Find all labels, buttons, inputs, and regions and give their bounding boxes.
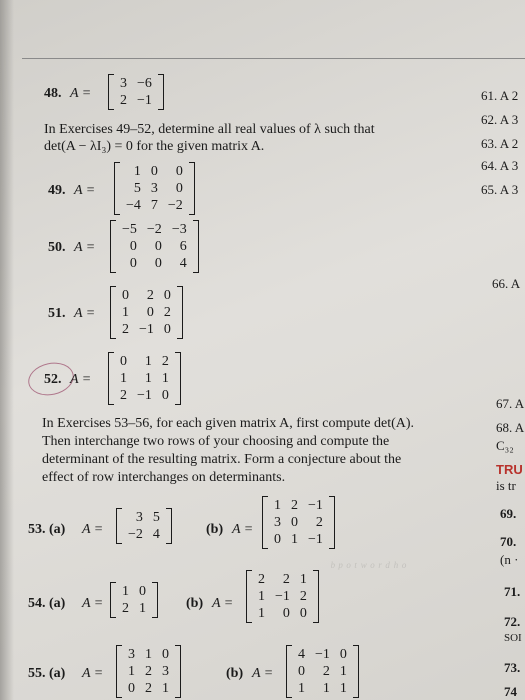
bracket-left xyxy=(246,570,252,623)
matrix-row xyxy=(269,497,328,514)
bracket-right xyxy=(193,220,199,273)
matrix-entry: 1 xyxy=(161,371,169,386)
answer-69: 69. xyxy=(500,506,517,521)
matrix-entry: 5 xyxy=(152,510,160,525)
answer-70-cont: (n · xyxy=(500,552,519,567)
matrix-entry: 0 xyxy=(161,388,169,403)
matrix-grid xyxy=(117,221,192,272)
matrix-entry: 3 xyxy=(150,181,158,196)
instructions-49-52-line1: In Exercises 49–52, determine all real values of λ such that xyxy=(44,122,375,137)
matrix-entry: 1 xyxy=(133,164,141,179)
matrix-entry: 0 xyxy=(139,584,146,599)
problem-50-lhs: A = xyxy=(74,240,96,255)
problem-55b-lhs: A = xyxy=(252,666,274,681)
answer-67: 67. A xyxy=(496,396,525,411)
matrix-entry: 2 xyxy=(299,589,307,604)
matrix-entry: 0 xyxy=(162,647,169,662)
matrix-53b xyxy=(262,496,335,549)
matrix-row xyxy=(293,646,352,663)
matrix-entry: 0 xyxy=(175,181,183,196)
matrix-52 xyxy=(108,352,181,405)
matrix-53a xyxy=(116,508,172,544)
bracket-left xyxy=(116,508,122,544)
bracket-right xyxy=(166,508,172,544)
matrix-entry: 2 xyxy=(122,601,129,616)
matrix-grid xyxy=(269,497,328,548)
matrix-51 xyxy=(110,286,183,339)
matrix-entry: 2 xyxy=(120,93,127,108)
instructions-53-56-line2: Then interchange two rows of your choosing and compute the xyxy=(42,434,390,449)
matrix-entry: 4 xyxy=(152,527,160,542)
matrix-entry: −3 xyxy=(171,222,187,237)
matrix-entry: 2 xyxy=(258,572,265,587)
matrix-entry: 1 xyxy=(162,681,169,696)
answer-61: 61. A 2 xyxy=(481,88,519,103)
matrix-entry: 1 xyxy=(144,354,152,369)
matrix-entry: −2 xyxy=(167,198,183,213)
matrix-entry: −4 xyxy=(126,198,141,213)
matrix-entry: −6 xyxy=(137,76,152,91)
matrix-entry: 0 xyxy=(339,647,347,662)
matrix-entry: 1 xyxy=(339,664,347,679)
bracket-left xyxy=(110,286,116,339)
answer-70: 70. xyxy=(500,534,517,549)
matrix-entry: 2 xyxy=(122,322,129,337)
answer-65: 65. A 3 xyxy=(481,182,519,197)
matrix-entry: 2 xyxy=(322,664,330,679)
matrix-entry: 3 xyxy=(162,664,169,679)
bracket-right xyxy=(177,286,183,339)
matrix-entry: −5 xyxy=(122,222,137,237)
matrix-49 xyxy=(114,162,195,215)
matrix-entry: −1 xyxy=(308,532,323,547)
matrix-entry: −1 xyxy=(137,93,152,108)
bracket-left xyxy=(110,582,116,618)
problem-55a-lhs: A = xyxy=(82,666,104,681)
matrix-entry: 1 xyxy=(339,681,347,696)
matrix-48 xyxy=(108,74,164,110)
matrix-entry: 4 xyxy=(298,647,305,662)
matrix-entry: 0 xyxy=(129,256,137,271)
problem-53a-lhs: A = xyxy=(82,522,104,537)
matrix-entry: 1 xyxy=(139,601,146,616)
matrix-entry: 0 xyxy=(128,681,135,696)
matrix-entry: 3 xyxy=(274,515,281,530)
matrix-entry: 1 xyxy=(145,647,152,662)
answer-63: 63. A 2 xyxy=(481,136,519,151)
matrix-entry: 1 xyxy=(298,681,305,696)
matrix-row xyxy=(269,531,328,548)
problem-49-lhs: A = xyxy=(74,183,96,198)
matrix-entry: 2 xyxy=(161,354,169,369)
matrix-grid xyxy=(117,583,151,617)
matrix-entry: −2 xyxy=(128,527,143,542)
matrix-entry: 2 xyxy=(291,498,298,513)
matrix-grid xyxy=(123,646,174,697)
matrix-54b xyxy=(246,570,319,623)
matrix-row xyxy=(115,353,174,370)
answer-64: 64. A 3 xyxy=(481,158,519,173)
matrix-grid xyxy=(293,646,352,697)
matrix-grid xyxy=(115,75,157,109)
matrix-row xyxy=(123,680,174,697)
matrix-row xyxy=(121,180,188,197)
matrix-row xyxy=(117,255,192,272)
problem-52-label: 52. xyxy=(44,372,62,387)
matrix-entry: 0 xyxy=(175,164,183,179)
bracket-left xyxy=(262,496,268,549)
answer-68-c32: C₃₂ xyxy=(496,438,514,453)
matrix-entry: 2 xyxy=(145,681,152,696)
matrix-row xyxy=(121,197,188,214)
problem-54-label: 54. (a) xyxy=(28,596,66,611)
bracket-left xyxy=(116,645,122,698)
problem-50-label: 50. xyxy=(48,240,66,255)
problem-54a-lhs: A = xyxy=(82,596,104,611)
matrix-entry: 2 xyxy=(315,515,323,530)
matrix-row xyxy=(115,387,174,404)
answer-72: 72. xyxy=(504,614,521,629)
matrix-row xyxy=(293,680,352,697)
problem-51-lhs: A = xyxy=(74,306,96,321)
matrix-row xyxy=(123,509,165,526)
bracket-right xyxy=(152,582,158,618)
matrix-entry: 1 xyxy=(258,606,265,621)
matrix-row xyxy=(117,583,151,600)
matrix-row xyxy=(253,588,312,605)
matrix-grid xyxy=(123,509,165,543)
matrix-grid xyxy=(121,163,188,214)
matrix-entry: 1 xyxy=(144,371,152,386)
matrix-entry: 0 xyxy=(154,239,162,254)
matrix-entry: 1 xyxy=(128,664,135,679)
matrix-entry: 2 xyxy=(163,305,171,320)
answer-66: 66. A xyxy=(492,276,521,291)
matrix-entry: 1 xyxy=(322,681,330,696)
answer-72-cont: SOI xyxy=(504,632,522,644)
problem-54b-lhs: A = xyxy=(212,596,234,611)
matrix-row xyxy=(117,304,176,321)
matrix-55b xyxy=(286,645,359,698)
bracket-right xyxy=(189,162,195,215)
matrix-entry: 1 xyxy=(122,584,129,599)
bracket-left xyxy=(286,645,292,698)
matrix-row xyxy=(115,370,174,387)
bracket-left xyxy=(114,162,120,215)
matrix-row xyxy=(117,321,176,338)
matrix-row xyxy=(121,163,188,180)
matrix-entry: 7 xyxy=(150,198,158,213)
page-shadow xyxy=(0,0,14,700)
matrix-row xyxy=(123,526,165,543)
matrix-entry: 0 xyxy=(129,239,137,254)
bracket-right xyxy=(329,496,335,549)
matrix-grid xyxy=(115,353,174,404)
problem-48-label: 48. xyxy=(44,86,62,101)
matrix-entry: −1 xyxy=(315,647,330,662)
true-false-text: is tr xyxy=(496,478,516,493)
matrix-entry: −1 xyxy=(308,498,323,513)
matrix-row xyxy=(123,663,174,680)
true-false-heading: TRU xyxy=(496,462,523,477)
matrix-55a xyxy=(116,645,181,698)
answer-73: 73. xyxy=(504,660,521,675)
instructions-53-56-line4: effect of row interchanges on determinants. xyxy=(42,470,286,485)
instructions-53-56-line1: In Exercises 53–56, for each given matrix A, first compute det(A). xyxy=(42,416,415,431)
matrix-entry: 6 xyxy=(179,239,187,254)
instructions-49-52-line2: det(A − λI₃) = 0 for the given matrix A. xyxy=(44,139,265,154)
matrix-row xyxy=(117,238,192,255)
matrix-row xyxy=(253,571,312,588)
bracket-right xyxy=(175,645,181,698)
matrix-entry: 0 xyxy=(146,305,154,320)
matrix-grid xyxy=(253,571,312,622)
matrix-row xyxy=(269,514,328,531)
matrix-entry: 3 xyxy=(120,76,127,91)
matrix-entry: 0 xyxy=(282,606,290,621)
matrix-entry: 3 xyxy=(135,510,143,525)
matrix-entry: 1 xyxy=(274,498,281,513)
matrix-entry: 0 xyxy=(120,354,127,369)
matrix-entry: 5 xyxy=(133,181,141,196)
answer-68: 68. A xyxy=(496,420,525,435)
header-rule xyxy=(22,58,525,59)
matrix-row xyxy=(117,221,192,238)
problem-52-lhs: A = xyxy=(70,372,92,387)
bracket-left xyxy=(108,352,114,405)
problem-48-lhs: A = xyxy=(70,86,92,101)
problem-51-label: 51. xyxy=(48,306,66,321)
matrix-entry: 4 xyxy=(179,256,187,271)
matrix-entry: 2 xyxy=(145,664,152,679)
matrix-entry: 1 xyxy=(299,572,307,587)
bleed-through-text: ᵇ ᵖ ᵒ ᵗ ʷ ᵒ ʳ ᵈ ʰ ᵒ xyxy=(330,560,406,576)
matrix-entry: 0 xyxy=(291,515,298,530)
matrix-entry: 0 xyxy=(298,664,305,679)
matrix-entry: −1 xyxy=(137,388,152,403)
matrix-entry: 0 xyxy=(154,256,162,271)
problem-55-label: 55. (a) xyxy=(28,666,66,681)
matrix-entry: 0 xyxy=(299,606,307,621)
matrix-entry: 1 xyxy=(120,371,127,386)
problem-53b-label: (b) xyxy=(206,522,224,537)
problem-53b-lhs: A = xyxy=(232,522,254,537)
matrix-row xyxy=(117,287,176,304)
bracket-right xyxy=(158,74,164,110)
matrix-row xyxy=(115,92,157,109)
matrix-entry: 1 xyxy=(122,305,129,320)
matrix-entry: −1 xyxy=(139,322,154,337)
matrix-row xyxy=(117,600,151,617)
matrix-entry: 3 xyxy=(128,647,135,662)
matrix-entry: 2 xyxy=(282,572,290,587)
matrix-50 xyxy=(110,220,199,273)
matrix-entry: 1 xyxy=(258,589,265,604)
bracket-right xyxy=(353,645,359,698)
matrix-entry: −2 xyxy=(146,222,162,237)
matrix-row xyxy=(293,663,352,680)
matrix-grid xyxy=(117,287,176,338)
bracket-right xyxy=(313,570,319,623)
answer-74: 74 xyxy=(504,684,517,699)
matrix-row xyxy=(123,646,174,663)
matrix-row xyxy=(115,75,157,92)
problem-53-label: 53. (a) xyxy=(28,522,66,537)
answer-62: 62. A 3 xyxy=(481,112,519,127)
bracket-left xyxy=(110,220,116,273)
answer-71: 71. xyxy=(504,584,521,599)
matrix-entry: 0 xyxy=(163,322,171,337)
matrix-row xyxy=(253,605,312,622)
matrix-entry: 1 xyxy=(291,532,298,547)
matrix-entry: 2 xyxy=(146,288,154,303)
matrix-entry: 2 xyxy=(120,388,127,403)
matrix-entry: 0 xyxy=(122,288,129,303)
matrix-entry: 0 xyxy=(274,532,281,547)
matrix-entry: 0 xyxy=(163,288,171,303)
problem-49-label: 49. xyxy=(48,183,66,198)
problem-54b-label: (b) xyxy=(186,596,204,611)
matrix-54a xyxy=(110,582,158,618)
bracket-right xyxy=(175,352,181,405)
problem-55b-label: (b) xyxy=(226,666,244,681)
matrix-entry: 0 xyxy=(150,164,158,179)
matrix-entry: −1 xyxy=(275,589,290,604)
bracket-left xyxy=(108,74,114,110)
instructions-53-56-line3: determinant of the resulting matrix. Form a conjecture about the xyxy=(42,452,402,467)
